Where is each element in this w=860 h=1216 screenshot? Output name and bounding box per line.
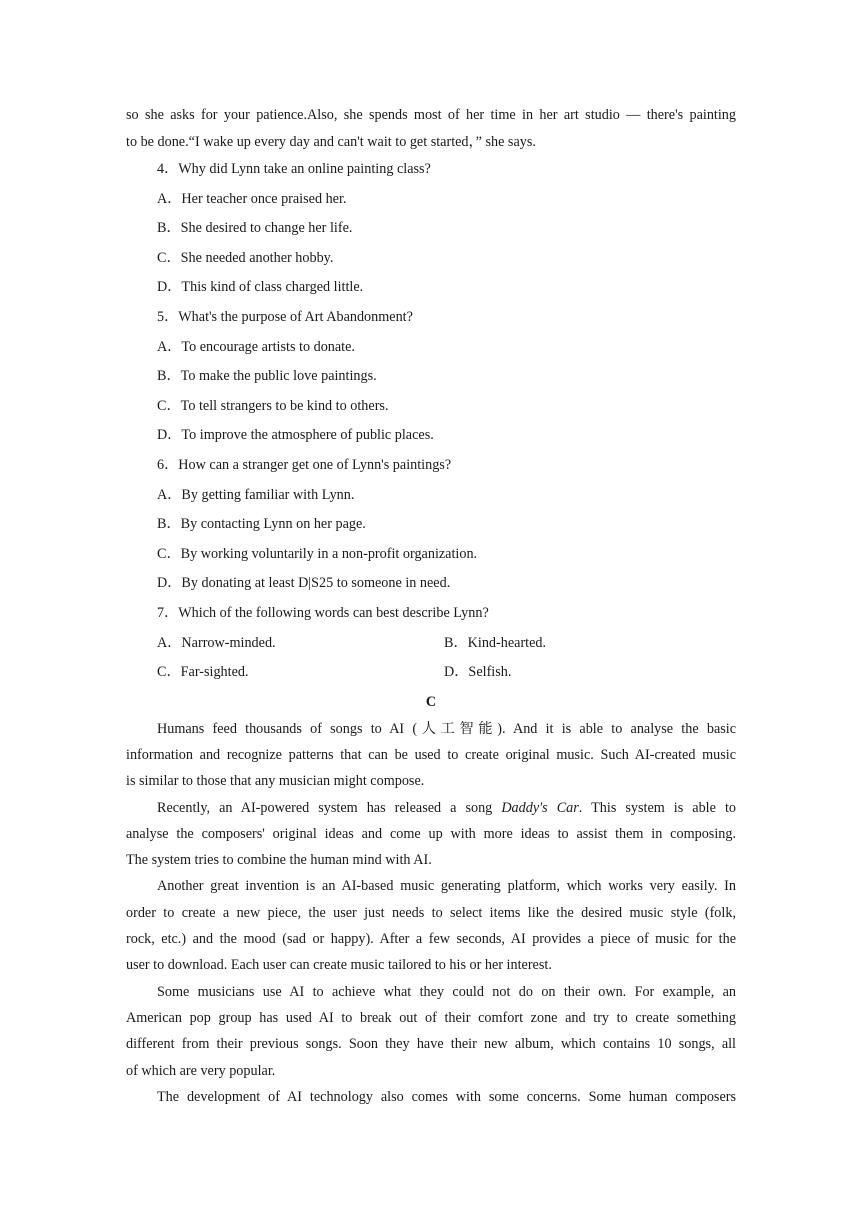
continued-text-line: to be done.“I wake up every day and can't wait to get started，” she says. (126, 133, 536, 150)
option-a: A．Narrow-minded. (157, 634, 276, 651)
option-a: A．By getting familiar with Lynn. (157, 486, 355, 503)
question-block (126, 303, 736, 451)
option-d: D．Selfish. (444, 664, 512, 681)
text-run: . This system is able to (578, 799, 736, 816)
option-c: C．By working voluntarily in a non-profit organization. (157, 545, 478, 562)
question-stem: 7．Which of the following words can best describe Lynn? (157, 604, 489, 621)
paragraph-line: The system tries to combine the human mind with AI. (126, 852, 432, 869)
question-stem: 6．How can a stranger get one of Lynn's paintings? (157, 456, 452, 473)
question-stem: 5．What's the purpose of Art Abandonment? (157, 308, 413, 325)
option-b: B．By contacting Lynn on her page. (157, 516, 366, 533)
option-b: B．She desired to change her life. (157, 220, 353, 237)
document-page (126, 102, 736, 1110)
paragraph-line: Another great invention is an AI-based music generating platform, which works very easily. In (157, 878, 736, 895)
option-b: B．To make the public love paintings. (157, 368, 377, 385)
passage (126, 716, 736, 1110)
paragraph-line (126, 795, 736, 821)
option-d: D．By donating at least D|S25 to someone in need. (157, 575, 451, 592)
song-title: Daddy's Car (501, 799, 579, 816)
question-block (126, 155, 736, 303)
option-row (126, 658, 736, 688)
text-run: Recently, an AI-powered system has released a song (157, 799, 502, 816)
continued-text-line: so she asks for your patience.Also, she spends most of her time in her art studio — there's painting (126, 107, 736, 123)
question-stem: 4．Why did Lynn take an online painting class? (157, 161, 431, 177)
paragraph-line: is similar to those that any musician might compose. (126, 773, 425, 790)
option-b: B．Kind-hearted. (444, 634, 547, 651)
paragraph-line: rock, etc.) and the mood (sad or happy). After a few seconds, AI provides a piece of music for the (126, 931, 736, 948)
paragraph-line: Some musicians use AI to achieve what they could not do on their own. For example, an (157, 983, 736, 1000)
paragraph-line: The development of AI technology also comes with some concerns. Some human composers (157, 1088, 736, 1105)
paragraph-line: of which are very popular. (126, 1062, 276, 1079)
question-block (126, 451, 736, 599)
paragraph-line: different from their previous songs. Soon they have their new album, which contains 10 songs, all (126, 1036, 736, 1053)
paragraph-line: user to download. Each user can create music tailored to his or her interest. (126, 957, 552, 974)
question-block (126, 599, 736, 688)
option-c: C．She needed another hobby. (157, 249, 334, 266)
option-d: D．This kind of class charged little. (157, 279, 364, 296)
section-heading: C (425, 693, 437, 710)
option-a: A．To encourage artists to donate. (157, 338, 355, 355)
paragraph-line: information and recognize patterns that can be used to create original music. Such AI-created music (126, 746, 736, 763)
paragraph-line: order to create a new piece, the user just needs to select items like the desired music style (folk, (126, 904, 736, 921)
option-d: D．To improve the atmosphere of public places. (157, 427, 434, 444)
option-row (126, 629, 736, 659)
option-c: C．To tell strangers to be kind to others. (157, 397, 389, 414)
option-c: C．Far-sighted. (157, 664, 249, 681)
option-a: A．Her teacher once praised her. (157, 190, 347, 207)
paragraph-line: analyse the composers' original ideas and come up with more ideas to assist them in composing. (126, 825, 736, 842)
paragraph-line: Humans feed thousands of songs to AI (人工智能). And it is able to analyse the basic (157, 720, 736, 737)
paragraph-line: American pop group has used AI to break out of their comfort zone and try to create something (126, 1009, 736, 1026)
